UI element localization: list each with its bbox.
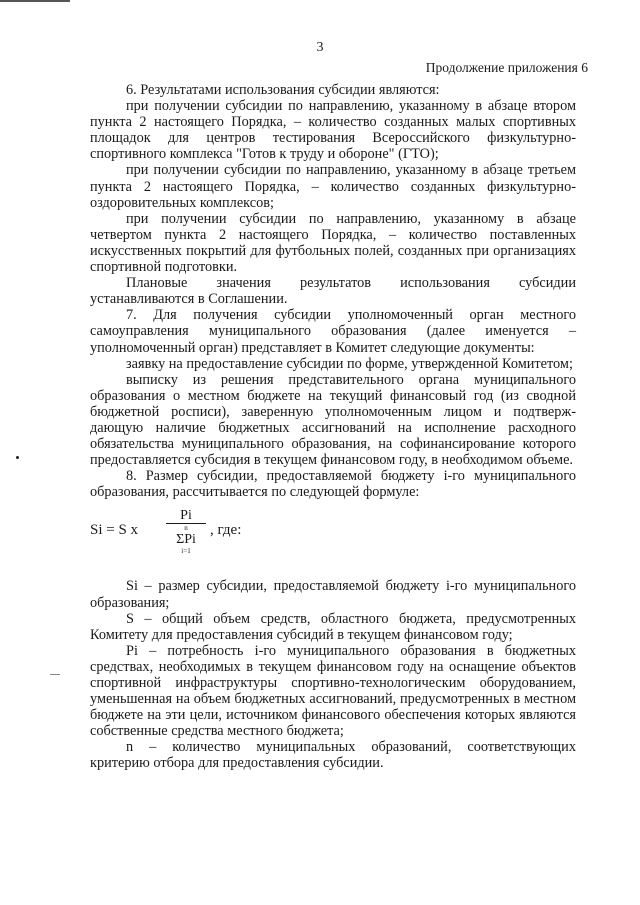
annex-continuation-label: Продолжение приложения 6: [425, 60, 588, 75]
scan-artifact-dot: [16, 456, 19, 459]
definition-paragraph: n – количество муниципальных образований, соответствующих критерию отбора для предоставления субсидии.: [90, 739, 576, 772]
formula-lhs: Si = S x: [90, 522, 139, 539]
formula-denominator: ΣPi: [176, 532, 196, 548]
paragraph: выписку из решения представительного органа муниципального образования о местном бюджете на текущий финансовый год (из сводной бюджетной росписи), заверенную уполномоченным лицом и подтверж-дающую наличие бюджетных ассигнований на исполнение расходного обязательства муниципального образования, на софинансирование которого предоставляется субсидия в текущем финансовом году, в необходимом объеме.: [90, 371, 576, 469]
paragraph: при получении субсидии по направлению, указанному в абзаце третьем пункта 2 настоящего Порядка, – количество созданных физкультурно-оздоровительных комплексов;: [90, 162, 576, 211]
formula-tail: , где:: [210, 522, 242, 539]
formula-denominator-block: [166, 524, 206, 555]
formula-numerator: Pi: [166, 508, 206, 524]
document-body: [90, 82, 576, 772]
scan-artifact-top: [0, 0, 70, 2]
paragraph: 7. Для получения субсидии уполномоченный орган местного самоуправления муниципального образования (далее именуется – уполномоченный орган) представляет в Комитет следующие документы:: [90, 307, 576, 356]
paragraph: 6. Результатами использования субсидии являются:: [126, 82, 440, 98]
definition-paragraph: Pi – потребность i-го муниципального образования в бюджетных средствах, необходимых в текущем финансовом году на оснащение объектов спортивной инфраструктуры спортивно-технологическим оборудованием, уменьшенная на объем бюджетных ассигнований, предусмотренных в местном бюджете на эти цели, источником финансового обеспечения которых являются собственные средства местного бюджета;: [90, 642, 576, 740]
definition-paragraph: S – общий объем средств, областного бюджета, предусмотренных Комитету для предоставления субсидий в текущем финансовом году;: [90, 610, 576, 643]
page-number: 3: [316, 40, 324, 55]
scan-artifact-dash: [50, 674, 60, 675]
paragraph: при получении субсидии по направлению, указанному в абзаце втором пункта 2 настоящего Порядка, – количество созданных малых спортивных площадок для центров тестирования Всероссийского физкультурно-спортивного комплекса "Готов к труду и обороне" (ГТО);: [90, 98, 576, 163]
sum-lower-limit: i=1: [181, 547, 191, 556]
definition-paragraph: Si – размер субсидии, предоставляемой бюджету i-го муниципального образования;: [90, 578, 576, 611]
paragraph: заявку на предоставление субсидии по форме, утвержденной Комитетом;: [126, 355, 573, 372]
paragraph: Плановые значения результатов использования субсидии устанавливаются в Соглашении.: [90, 275, 576, 308]
formula-fraction: [166, 508, 206, 555]
subsidy-formula: [90, 508, 576, 568]
paragraph: при получении субсидии по направлению, указанному в абзаце четвертом пункта 2 настоящего Порядка, – количество поставленных искусственных покрытий для футбольных полей, созданных при организациях спортивной подготовки.: [90, 210, 576, 276]
paragraph: 8. Размер субсидии, предоставляемой бюджету i-го муниципального образования, рассчитывается по следующей формуле:: [90, 468, 576, 501]
sum-upper-limit: n: [184, 524, 188, 533]
